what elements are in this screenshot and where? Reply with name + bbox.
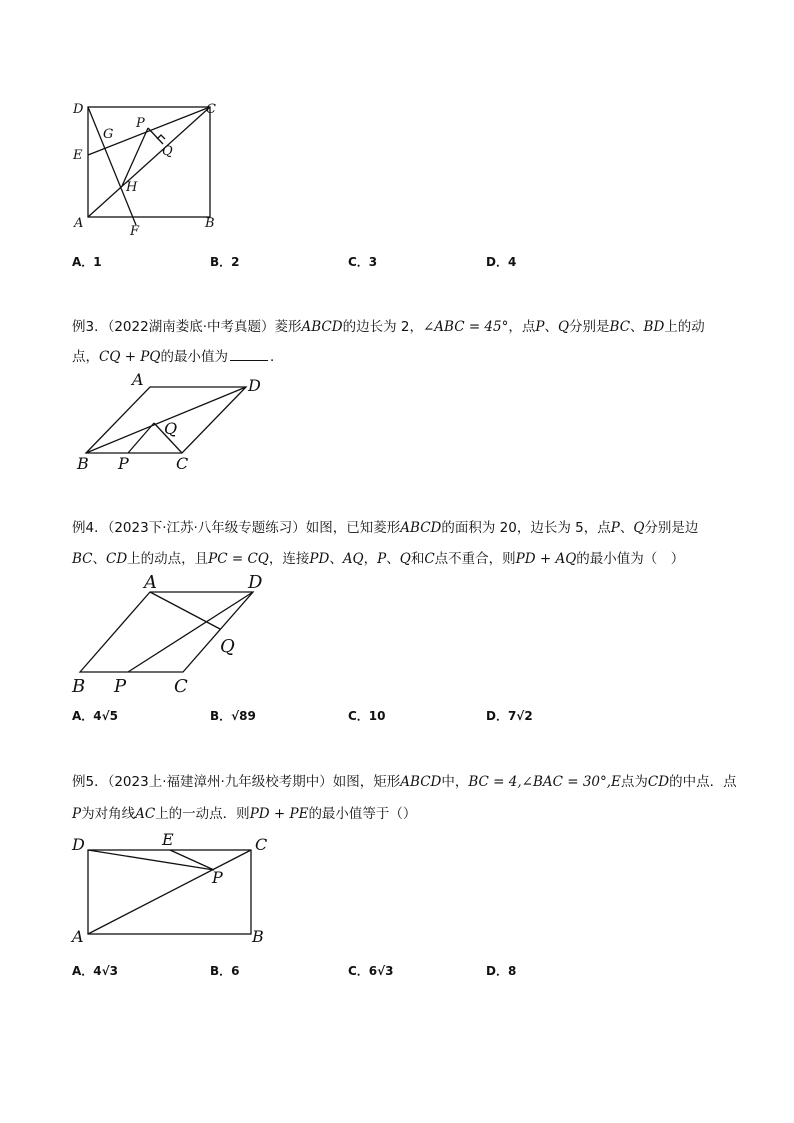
line-aq: [150, 592, 220, 629]
label-h: H: [126, 180, 138, 195]
label-b: B: [205, 216, 215, 231]
ex4-line2: BC、CD上的动点，且PC = CQ，连接PD、AQ，P、Q和C点不重合，则PD + AQ的最小值为（ ）: [72, 551, 685, 567]
ex5-option-c[interactable]: C．6√3: [348, 964, 394, 978]
label-q: Q: [164, 419, 178, 438]
label-q: Q: [220, 636, 235, 657]
label-e: E: [162, 830, 174, 849]
ex5-line2: P为对角线AC上的一动点．则PD + PE的最小值等于（）: [72, 806, 417, 822]
line-dp: [88, 850, 214, 870]
q2-option-a[interactable]: A．1: [72, 255, 102, 269]
label-q: Q: [162, 144, 173, 159]
label-p: P: [114, 676, 127, 697]
figure-square-gpqh: [60, 95, 230, 240]
label-a: A: [144, 572, 157, 593]
ex4-option-c[interactable]: C．10: [348, 709, 386, 723]
ex3-line2: 点，CQ + PQ的最小值为 ．: [72, 349, 284, 365]
line-df: [88, 107, 136, 225]
label-f: F: [130, 224, 140, 239]
label-c: C: [174, 676, 188, 697]
label-p: P: [118, 454, 129, 473]
line-pq: [128, 423, 154, 453]
diagonal-ac: [88, 107, 210, 217]
label-c: C: [255, 835, 268, 854]
ex5-option-d[interactable]: D．8: [486, 964, 517, 978]
label-a: A: [74, 216, 84, 231]
label-b: B: [252, 927, 264, 946]
label-d: D: [248, 376, 261, 395]
right-angle-mark: [157, 135, 165, 139]
label-c: C: [206, 102, 216, 117]
line-pd: [128, 592, 253, 672]
ex4-line1: 例4．（2023下·江苏·八年级专题练习）如图，已知菱形ABCD的面积为 20，边长为 5，点P、Q分别是边: [72, 520, 699, 536]
label-b: B: [77, 454, 89, 473]
ex5-option-b[interactable]: B．6: [210, 964, 240, 978]
ex4-option-d[interactable]: D．7√2: [486, 709, 533, 723]
label-c: C: [176, 454, 189, 473]
ex5-option-a[interactable]: A．4√3: [72, 964, 118, 978]
figure-rhombus-ex4: [68, 568, 278, 698]
ex4-option-b[interactable]: B．√89: [210, 709, 256, 723]
label-e: E: [73, 148, 83, 163]
label-d: D: [72, 835, 85, 854]
label-a: A: [72, 927, 84, 946]
ex5-line1: 例5．（2023上·福建漳州·九年级校考期中）如图，矩形ABCD中，BC = 4,∠BAC = 30°,E点为CD的中点．点: [72, 774, 737, 790]
ex4-option-a[interactable]: A．4√5: [72, 709, 118, 723]
label-d: D: [73, 102, 84, 117]
figure-rectangle-ex5: [66, 828, 276, 948]
label-p: P: [136, 116, 145, 131]
label-a: A: [132, 370, 144, 389]
ex3-line1: 例3．（2022湖南娄底·中考真题）菱形ABCD的边长为 2，∠ABC = 45°，点P、Q分别是BC、BD上的动: [72, 319, 705, 335]
label-b: B: [72, 676, 86, 697]
q2-option-c[interactable]: C．3: [348, 255, 378, 269]
rhombus-abcd: [80, 592, 253, 672]
figure-rhombus-ex3: [70, 368, 280, 476]
q2-option-d[interactable]: D．4: [486, 255, 517, 269]
label-d: D: [248, 572, 263, 593]
label-p: P: [212, 868, 223, 887]
answer-blank[interactable]: [230, 360, 268, 361]
label-g: G: [103, 127, 114, 142]
q2-option-b[interactable]: B．2: [210, 255, 240, 269]
